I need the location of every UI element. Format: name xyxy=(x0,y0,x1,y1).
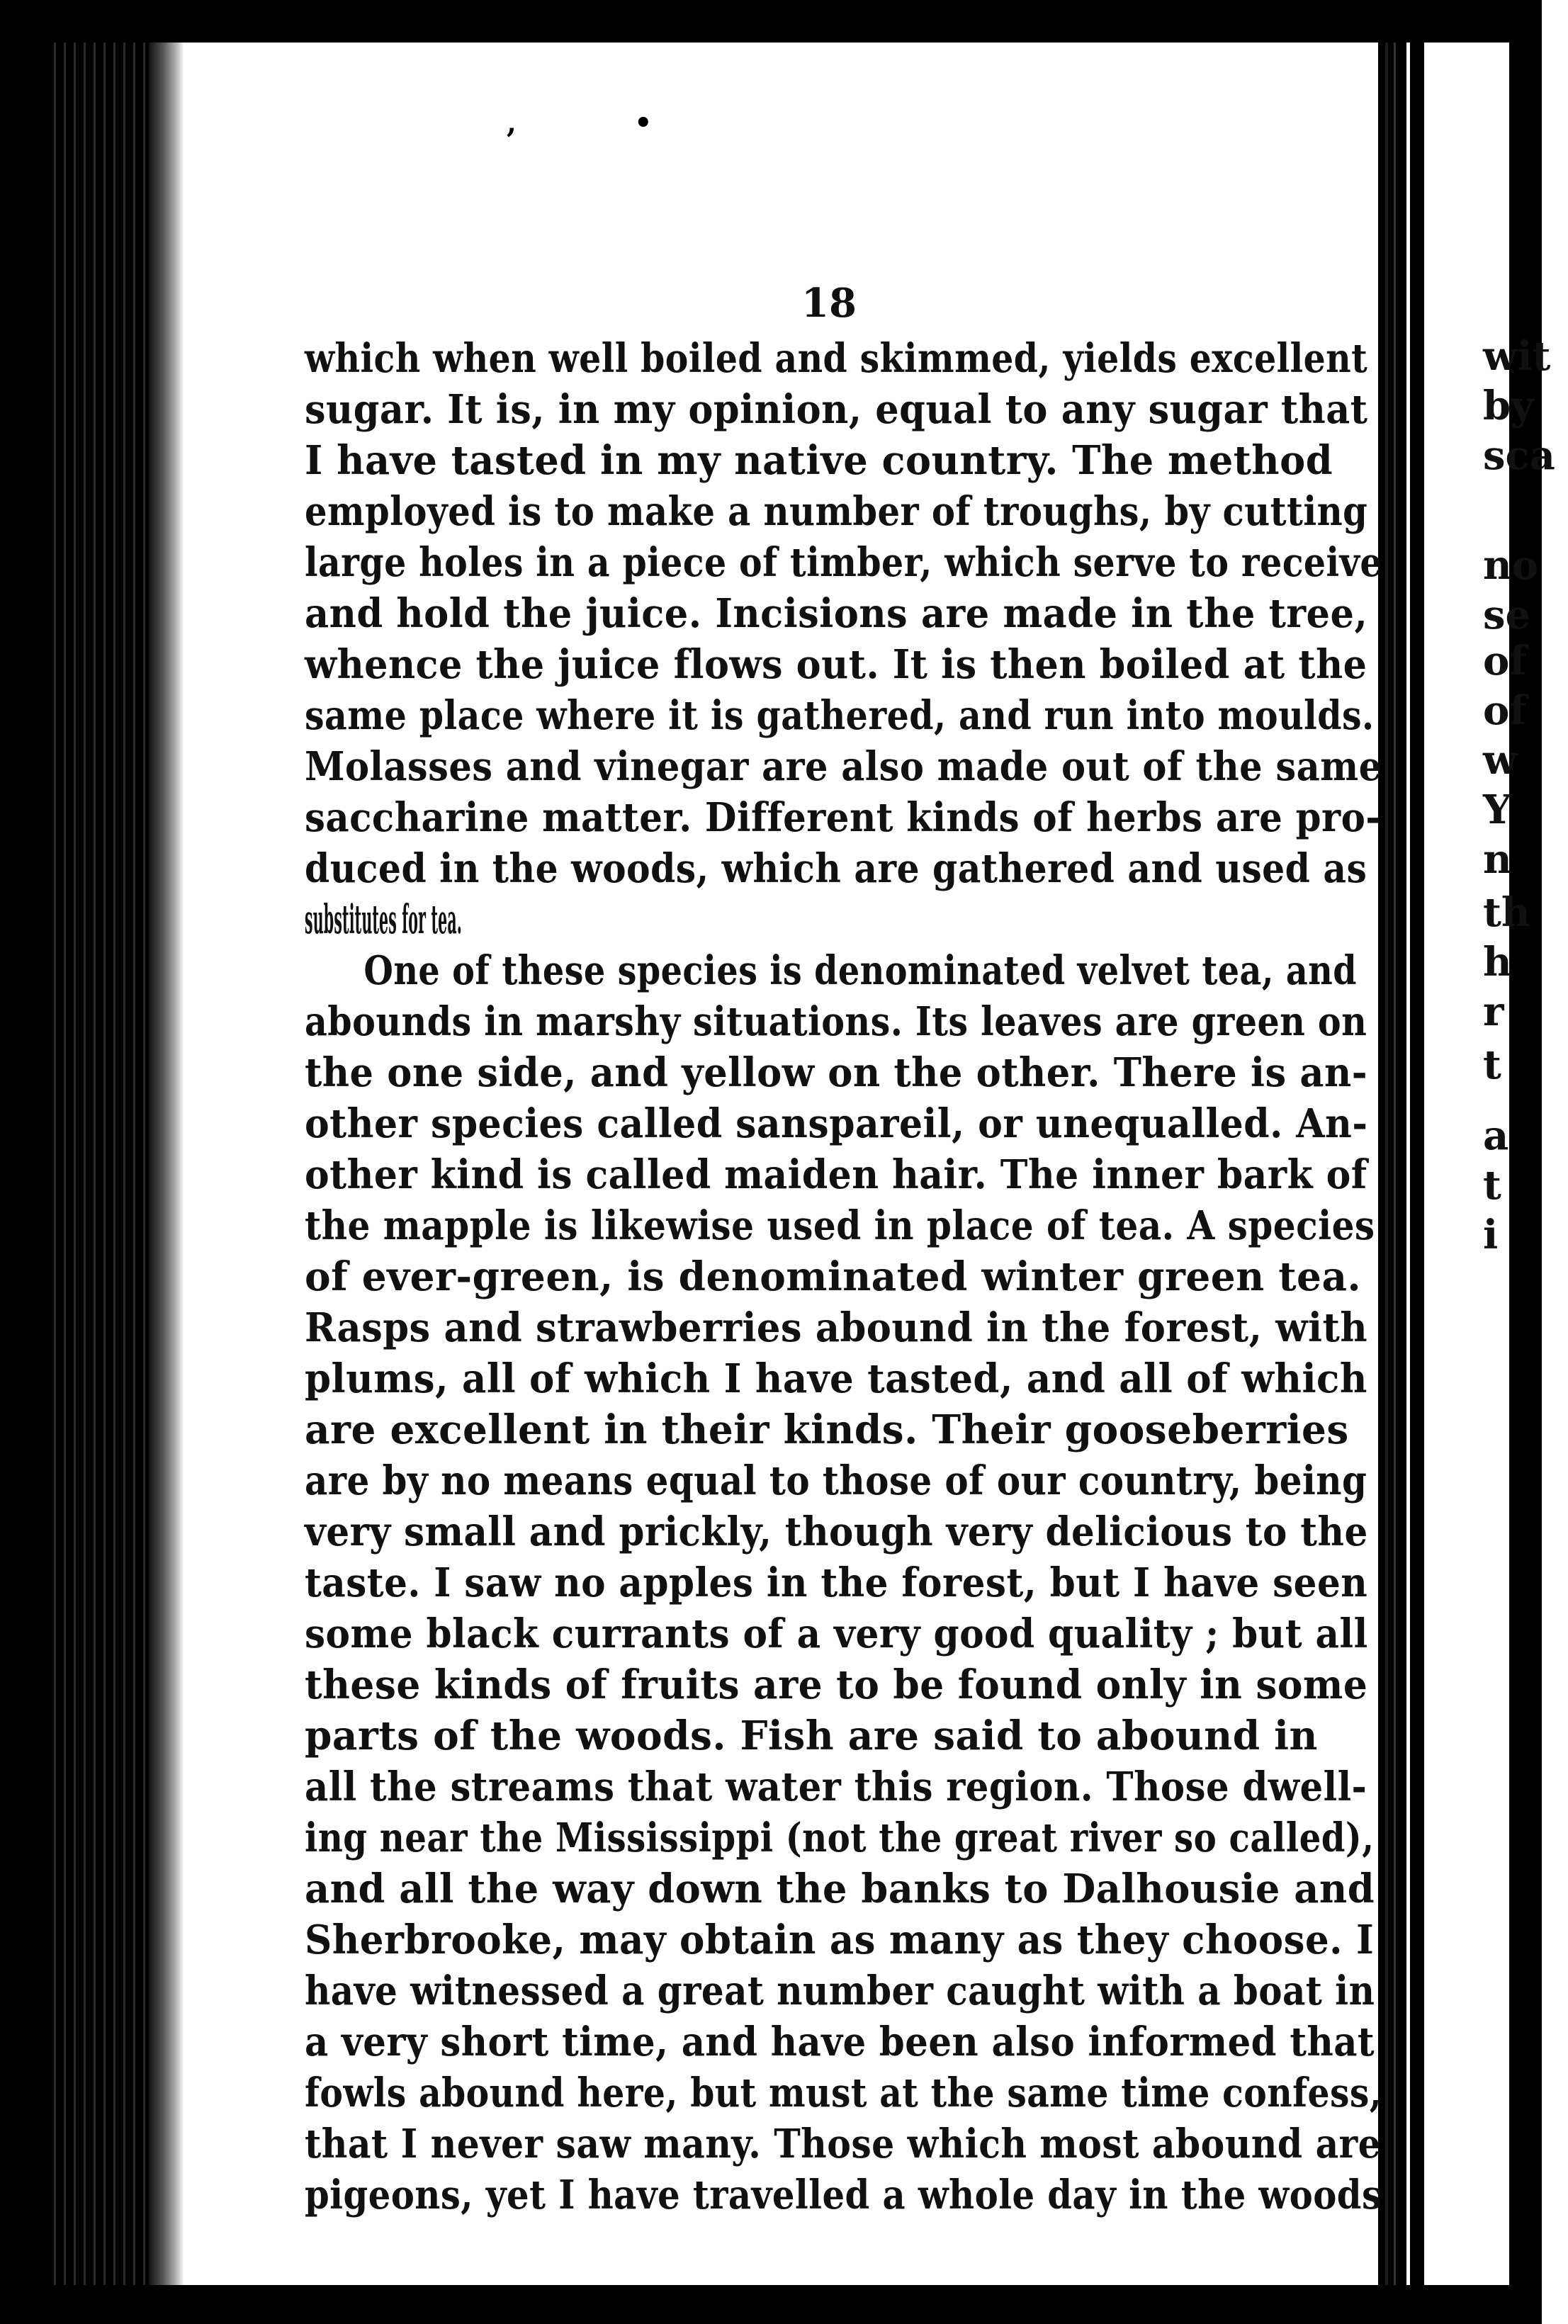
text-line: sugar. It is, in my opinion, equal to any sugar that xyxy=(305,386,1368,433)
facing-page-fragment: w xyxy=(1483,737,1518,784)
facing-page-fragment: by xyxy=(1483,383,1534,429)
facing-page-fragment: h xyxy=(1483,939,1512,986)
scan-border-top xyxy=(0,0,1542,43)
text-line: I have tasted in my native country. The method xyxy=(305,437,1333,484)
facing-page-fragment: r xyxy=(1483,988,1504,1035)
text-line: fowls abound here, but must at the same time confess, xyxy=(305,2070,1382,2116)
facing-page-fragment: wit xyxy=(1483,333,1551,380)
text-line: other kind is called maiden hair. The inner bark of xyxy=(305,1151,1367,1198)
page-edges-left xyxy=(50,0,149,2324)
facing-page-fragment: t xyxy=(1483,1162,1501,1209)
text-line: Molasses and vinegar are also made out of the same xyxy=(305,743,1382,790)
facing-page-fragment: Y xyxy=(1483,786,1511,833)
scan-border-left xyxy=(0,0,50,2324)
facing-page-fragment: th xyxy=(1483,889,1530,936)
body-text xyxy=(305,333,1389,2221)
text-line: of ever-green, is denominated winter green tea. xyxy=(305,1253,1362,1300)
text-line: are by no means equal to those of our country, being xyxy=(305,1457,1367,1504)
facing-page-fragment: a xyxy=(1483,1112,1509,1159)
text-line: and all the way down the banks to Dalhousie and xyxy=(305,1866,1375,1912)
text-line: are excellent in their kinds. Their gooseberries xyxy=(305,1406,1349,1453)
text-line: that I never saw many. Those which most abound are xyxy=(305,2121,1382,2167)
scan-border-bottom xyxy=(0,2285,1542,2324)
ink-speck: , xyxy=(507,106,517,140)
text-line: Sherbrooke, may obtain as many as they choose. I xyxy=(305,1917,1375,1963)
facing-page-fragment: of xyxy=(1483,638,1527,684)
facing-page-fragment: no xyxy=(1483,542,1539,589)
text-line: Rasps and strawberries abound in the forest, with xyxy=(305,1304,1368,1351)
text-line: pigeons, yet I have travelled a whole day in the woods xyxy=(305,2172,1382,2218)
text-line: have witnessed a great number caught with a boat in xyxy=(305,1968,1375,2014)
text-line: and hold the juice. Incisions are made in the tree, xyxy=(305,590,1368,637)
book-spine-shadow xyxy=(149,43,184,2285)
facing-page-fragment: sca xyxy=(1483,432,1555,479)
text-line: One of these species is denominated velvet tea, and xyxy=(363,947,1357,994)
text-line: large holes in a piece of timber, which serve to receive xyxy=(305,539,1382,586)
text-line: which when well boiled and skimmed, yields excellent xyxy=(305,335,1368,382)
text-line: some black currants of a very good quality ; but all xyxy=(305,1611,1368,1657)
text-line: saccharine matter. Different kinds of herbs are pro- xyxy=(305,794,1382,841)
facing-page-fragment: t xyxy=(1483,1042,1501,1088)
facing-page-fragment: i xyxy=(1483,1212,1499,1258)
text-line: very small and prickly, though very delicious to the xyxy=(305,1508,1368,1555)
facing-page-fragment: of xyxy=(1483,687,1527,734)
text-line: taste. I saw no apples in the forest, but I have seen xyxy=(305,1559,1368,1606)
text-line: whence the juice flows out. It is then boiled at the xyxy=(305,641,1367,688)
text-line: duced in the woods, which are gathered and used as xyxy=(305,845,1367,892)
text-line: abounds in marshy situations. Its leaves are green on xyxy=(305,998,1367,1045)
text-line: same place where it is gathered, and run into moulds. xyxy=(305,692,1375,739)
text-line: employed is to make a number of troughs, by cutting xyxy=(305,488,1368,535)
text-line: a very short time, and have been also informed that xyxy=(305,2019,1375,2065)
ink-speck: • xyxy=(634,106,653,140)
facing-page-fragment: se xyxy=(1483,592,1531,638)
text-line: ing near the Mississippi (not the great river so called), xyxy=(305,1815,1375,1861)
facing-page-fragment: n xyxy=(1483,836,1512,883)
text-line: parts of the woods. Fish are said to abound in xyxy=(305,1713,1318,1759)
text-line: these kinds of fruits are to be found only in some xyxy=(305,1662,1368,1708)
text-line: plums, all of which I have tasted, and all of which xyxy=(305,1355,1367,1402)
text-line: the one side, and yellow on the other. There is an- xyxy=(305,1049,1368,1096)
text-line: the mapple is likewise used in place of tea. A species xyxy=(305,1202,1375,1249)
text-line: all the streams that water this region. Those dwell- xyxy=(305,1764,1367,1810)
text-line: other species called sanspareil, or unequalled. An- xyxy=(305,1100,1368,1147)
page-number: 18 xyxy=(801,280,857,327)
text-line: substitutes for tea. xyxy=(305,896,463,943)
